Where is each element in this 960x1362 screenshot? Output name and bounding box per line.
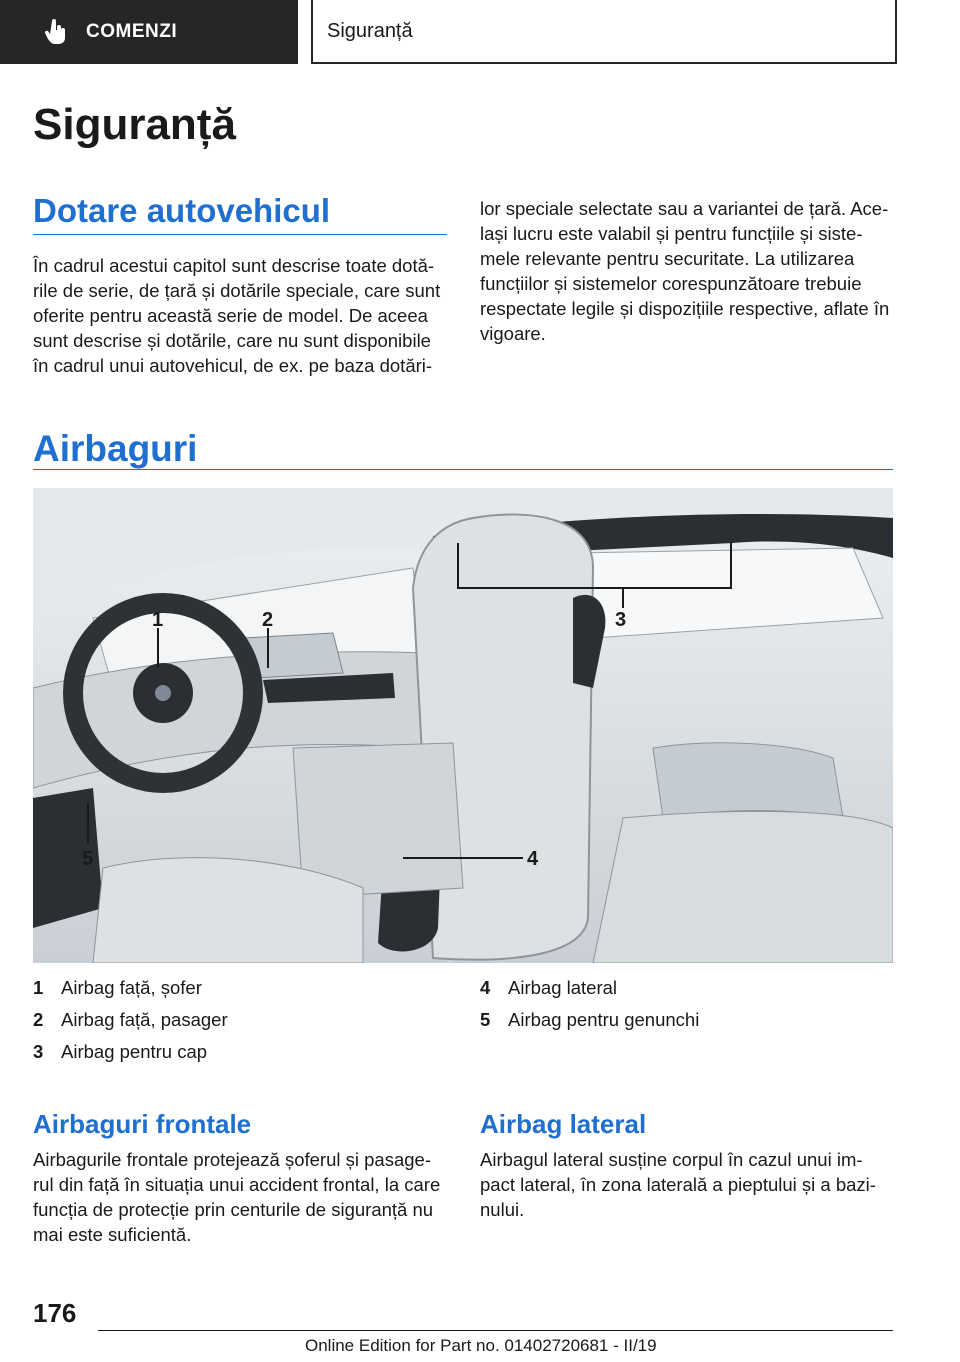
top-navigation bbox=[0, 0, 960, 66]
tab-comenzi[interactable] bbox=[0, 0, 298, 64]
section-title-dotare: Dotare autovehicul bbox=[33, 192, 331, 229]
subsection-title-frontale: Airbaguri frontale bbox=[33, 1109, 252, 1139]
paragraph-dotare-right: lor speciale selectate sau a variantei de țară. Ace-lași lucru este valabil și pentru funcțiile și siste-mele relevante pentru securitate. La utilizarea funcțiilor și sistemelor corespunzătoare trebuie respectate legile și dispozițiile respective, aflate în vigoare. bbox=[480, 198, 890, 344]
legend-item bbox=[33, 1004, 228, 1036]
airbag-legend-left bbox=[33, 972, 228, 1068]
legend-number: 1 bbox=[33, 977, 44, 998]
subsection-title-lateral: Airbag lateral bbox=[480, 1109, 647, 1139]
car-interior-drawing bbox=[33, 488, 893, 963]
legend-text: Airbag lateral bbox=[508, 977, 618, 998]
section-rule bbox=[33, 234, 447, 235]
callout-4: 4 bbox=[527, 848, 539, 870]
legend-text: Airbag pentru cap bbox=[61, 1041, 208, 1062]
callout-2: 2 bbox=[262, 609, 274, 631]
tab-siguranta[interactable] bbox=[311, 0, 897, 64]
legend-number: 4 bbox=[480, 977, 491, 998]
footer-edition: Online Edition for Part no. 01402720681 - II/19 bbox=[305, 1336, 657, 1355]
legend-item bbox=[480, 1004, 699, 1036]
paragraph-frontale: Airbagurile frontale protejează șoferul și pasage-rul din față în situația unui accident frontal, la care funcția de protecție prin centurile de siguranță nu mai este suficientă. bbox=[33, 1149, 441, 1245]
page-number: 176 bbox=[33, 1298, 77, 1328]
callout-1: 1 bbox=[152, 609, 164, 631]
airbag-legend-right bbox=[480, 972, 699, 1036]
legend-number: 2 bbox=[33, 1009, 44, 1030]
legend-item bbox=[33, 1036, 228, 1068]
legend-text: Airbag față, șofer bbox=[61, 977, 202, 998]
tab-siguranta-label: Siguranță bbox=[327, 19, 413, 42]
hand-touch-icon bbox=[42, 18, 70, 46]
footer-rule bbox=[98, 1330, 893, 1331]
section-title-airbaguri: Airbaguri bbox=[33, 428, 198, 469]
legend-item bbox=[33, 972, 228, 1004]
paragraph-dotare-left: În cadrul acestui capitol sunt descrise toate dotă-rile de serie, de țară și dotările speciale, care sunt oferite pentru această serie de model. De aceea sunt descrise și dotările, care nu sunt disponibile în cadrul unui autovehicul, de ex. pe baza dotări- bbox=[33, 255, 441, 376]
callout-5: 5 bbox=[82, 848, 94, 870]
tab-comenzi-label: COMENZI bbox=[86, 21, 178, 42]
section-rule bbox=[33, 469, 893, 470]
legend-number: 3 bbox=[33, 1041, 44, 1062]
page-title: Siguranță bbox=[33, 100, 236, 149]
airbag-illustration bbox=[33, 488, 893, 963]
legend-item bbox=[480, 972, 699, 1004]
callout-3: 3 bbox=[615, 609, 627, 631]
paragraph-lateral: Airbagul lateral susține corpul în cazul unui im-pact lateral, în zona laterală a pieptului și a bazi-nului. bbox=[480, 1149, 876, 1220]
legend-number: 5 bbox=[480, 1009, 491, 1030]
legend-text: Airbag pentru genunchi bbox=[508, 1009, 700, 1030]
legend-text: Airbag față, pasager bbox=[61, 1009, 228, 1030]
